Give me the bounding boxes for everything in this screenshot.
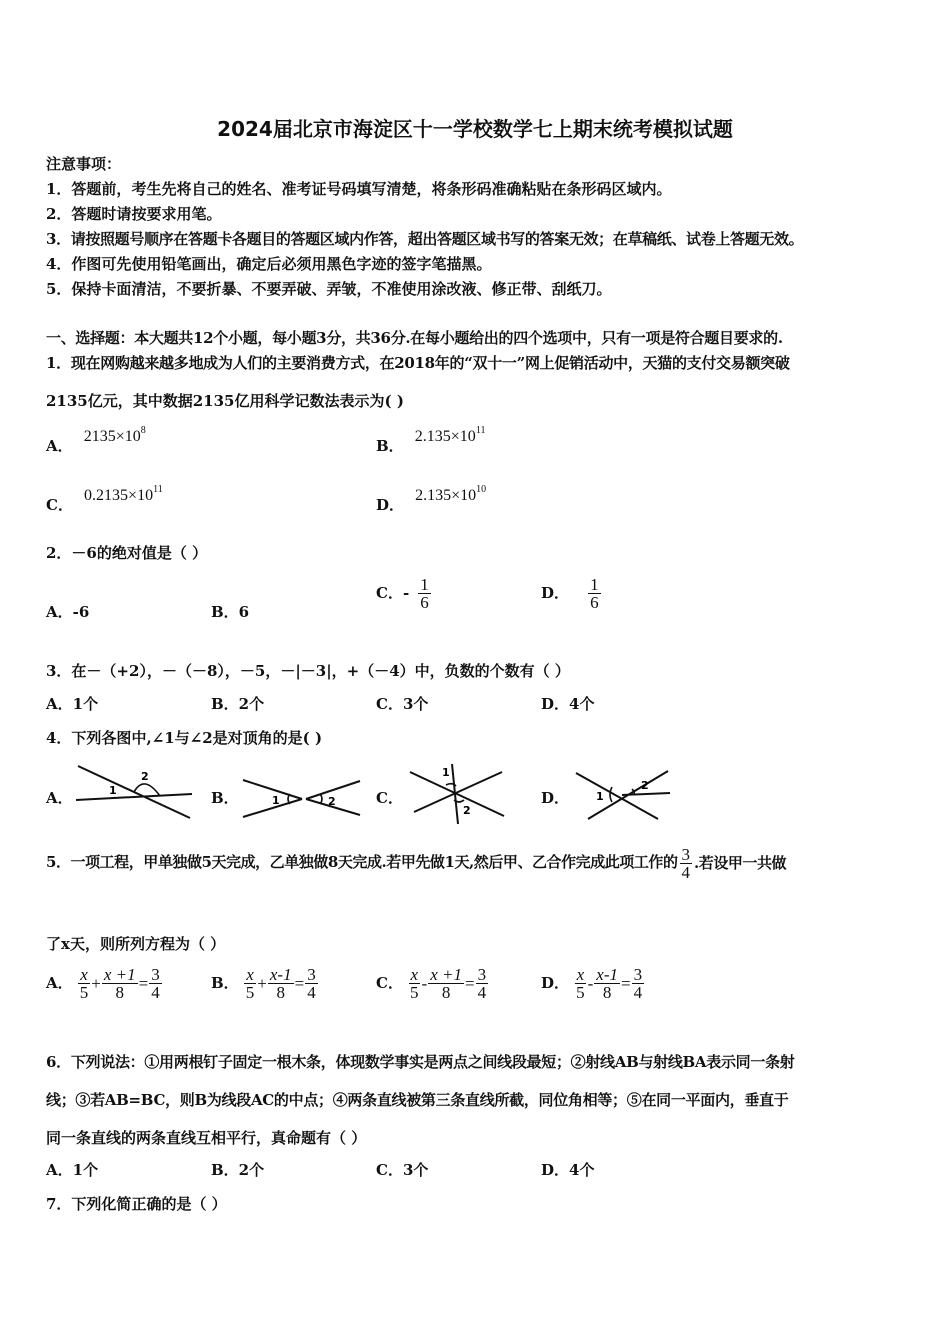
q4-figure-d	[572, 765, 674, 825]
angle-2-mark: 2	[641, 779, 649, 792]
option-label: B．	[376, 437, 404, 455]
angle-1-mark: 1	[442, 766, 450, 779]
option-value: $2135\times 10^8$	[83, 425, 146, 445]
notice-item: 4．作图可先使用铅笔画出，确定后必须用黑色字迹的签字笔描黑。	[46, 255, 492, 273]
q6-option-a[interactable]: A．1个	[46, 1161, 99, 1179]
q3-option-b[interactable]: B．2个	[211, 695, 265, 713]
q4-figure-c	[404, 760, 509, 826]
q1-option-a[interactable]	[46, 425, 146, 455]
fraction: $\frac{3}{4}$	[477, 965, 487, 1002]
q4-stem: 4．下列各图中,∠1与∠2是对顶角的是( )	[46, 729, 323, 747]
fraction: $\frac{x}{5}$	[79, 965, 89, 1002]
angle-1-mark: 1	[596, 790, 604, 803]
option-value: $2.135\times 10^{10}$	[415, 484, 487, 504]
q6-stem-line2: 线；③若AB=BC，则B为线段AC的中点；④两条直线被第三条直线所截，同位角相等；⑤在同一平面内，垂直于	[46, 1091, 789, 1109]
option-label: A．	[46, 437, 73, 455]
q3-option-d[interactable]: D．4个	[541, 695, 595, 713]
fraction: $\frac{x +1}{8}$	[103, 965, 136, 1002]
fraction: $\frac{3}{4}$	[633, 965, 643, 1002]
q1-stem-line2: 2135亿元，其中数据2135亿用科学记数法表示为( )	[46, 392, 404, 410]
angle-2-mark: 2	[463, 804, 471, 817]
option-value: $2.135\times 10^{11}$	[414, 425, 486, 445]
q3-option-c[interactable]: C．3个	[376, 695, 429, 713]
q2-option-d[interactable]	[541, 576, 601, 611]
q1-stem-line1: 1．现在网购越来越多地成为人们的主要消费方式，在2018年的“双十一”网上促销活动中，天猫的支付交易额突破	[46, 354, 790, 372]
q5-option-b[interactable]: B． $\frac{x}{5}$ + $\frac{x-1}{8}$ = $\frac{3}{4}$	[211, 965, 316, 1002]
q3-stem: 3．在－（+2），－（－8），－5，－|－3|，+（－4）中，负数的个数有（ ）	[46, 662, 570, 680]
option-label: C．	[46, 496, 73, 514]
fraction: $\frac{x-1}{8}$	[269, 965, 292, 1002]
notice-item: 2．答题时请按要求用笔。	[46, 205, 222, 223]
fraction: $\frac{1}{6}$	[590, 575, 599, 612]
q1-option-c[interactable]	[46, 484, 163, 514]
option-label: B．	[211, 974, 239, 992]
q6-stem-line1: 6．下列说法：①用两根钉子固定一根木条，体现数学事实是两点之间线段最短；②射线AB与射线BA表示同一条射	[46, 1053, 795, 1071]
fraction: $\frac{1}{6}$	[420, 575, 429, 612]
angle-1-mark: 1	[109, 784, 117, 797]
section-heading: 一、选择题：本大题共12个小题，每小题3分，共36分.在每小题给出的四个选项中，只有一项是符合题目要求的.	[46, 329, 783, 347]
fraction: $\frac{3}{4}$	[307, 965, 316, 1002]
q4-option-b[interactable]: B．	[211, 789, 239, 807]
option-label: D．	[541, 974, 570, 992]
q5-option-d[interactable]: D． $\frac{x}{5}$ - $\frac{x-1}{8}$ = $\frac{3}{4}$	[541, 965, 643, 1002]
option-label: D．	[376, 496, 405, 514]
notice-heading: 注意事项：	[46, 155, 122, 173]
notice-item: 1．答题前，考生先将自己的姓名、准考证号码填写清楚，将条形码准确粘贴在条形码区域内。	[46, 180, 672, 198]
q5-stem-line1: 5．一项工程，甲单独做5天完成，乙单独做8天完成.若甲先做1天,然后甲、乙合作完成此项工作的 $\frac{3}{4}$ .若设甲一共做	[46, 845, 787, 882]
page-title: 2024届北京市海淀区十一学校数学七上期末统考模拟试题	[217, 117, 733, 141]
notice-item: 3．请按照题号顺序在答题卡各题目的答题区域内作答，超出答题区域书写的答案无效；在草稿纸、试卷上答题无效。	[46, 230, 804, 248]
angle-2-mark: 2	[141, 770, 149, 783]
angle-2-mark: 2	[328, 795, 336, 808]
q6-option-d[interactable]: D．4个	[541, 1161, 595, 1179]
q4-option-a[interactable]: A．	[46, 789, 73, 807]
option-label: C．-	[376, 584, 410, 602]
q4-option-c[interactable]: C．	[376, 789, 403, 807]
q5-option-a[interactable]: A． $\frac{x}{5}$ + $\frac{x +1}{8}$ = $\frac{3}{4}$	[46, 965, 160, 1002]
option-value: $0.2135\times 10^{11}$	[84, 484, 163, 504]
q4-figure-b	[238, 775, 365, 820]
fraction: $\frac{3}{4}$	[681, 845, 690, 882]
q2-option-a[interactable]: A．-6	[46, 603, 90, 621]
q1-option-d[interactable]	[376, 484, 487, 514]
fraction: $\frac{x +1}{8}$	[430, 965, 462, 1002]
q4-option-d[interactable]: D．	[541, 789, 570, 807]
fraction: $\frac{x}{5}$	[576, 965, 585, 1002]
option-label: D．	[541, 584, 570, 602]
q2-option-c[interactable]	[376, 576, 431, 611]
q4-figure-a	[72, 760, 197, 825]
option-label: A．	[46, 974, 73, 992]
fraction: $\frac{3}{4}$	[151, 965, 160, 1002]
q6-option-c[interactable]: C．3个	[376, 1161, 429, 1179]
q6-option-b[interactable]: B．2个	[211, 1161, 265, 1179]
angle-1-mark: 1	[272, 794, 280, 807]
notice-item: 5．保持卡面清洁，不要折暴、不要弄破、弄皱，不准使用涂改液、修正带、刮纸刀。	[46, 280, 612, 298]
fraction: $\frac{x}{5}$	[410, 965, 419, 1002]
q5-stem-line2: 了x天，则所列方程为（ ）	[46, 935, 226, 953]
q6-stem-line3: 同一条直线的两条直线互相平行，真命题有（ ）	[46, 1129, 367, 1147]
q2-option-b[interactable]: B．6	[211, 603, 250, 621]
q2-stem: 2．－6的绝对值是（ ）	[46, 544, 208, 562]
fraction: $\frac{x}{5}$	[245, 965, 255, 1002]
q7-stem: 7．下列化简正确的是（ ）	[46, 1195, 227, 1213]
q3-option-a[interactable]: A．1个	[46, 695, 99, 713]
fraction: $\frac{x-1}{8}$	[596, 965, 618, 1002]
option-label: C．	[376, 974, 403, 992]
q5-option-c[interactable]: C． $\frac{x}{5}$ - $\frac{x +1}{8}$ = $\frac{3}{4}$	[376, 965, 487, 1002]
q1-option-b[interactable]	[376, 425, 486, 455]
